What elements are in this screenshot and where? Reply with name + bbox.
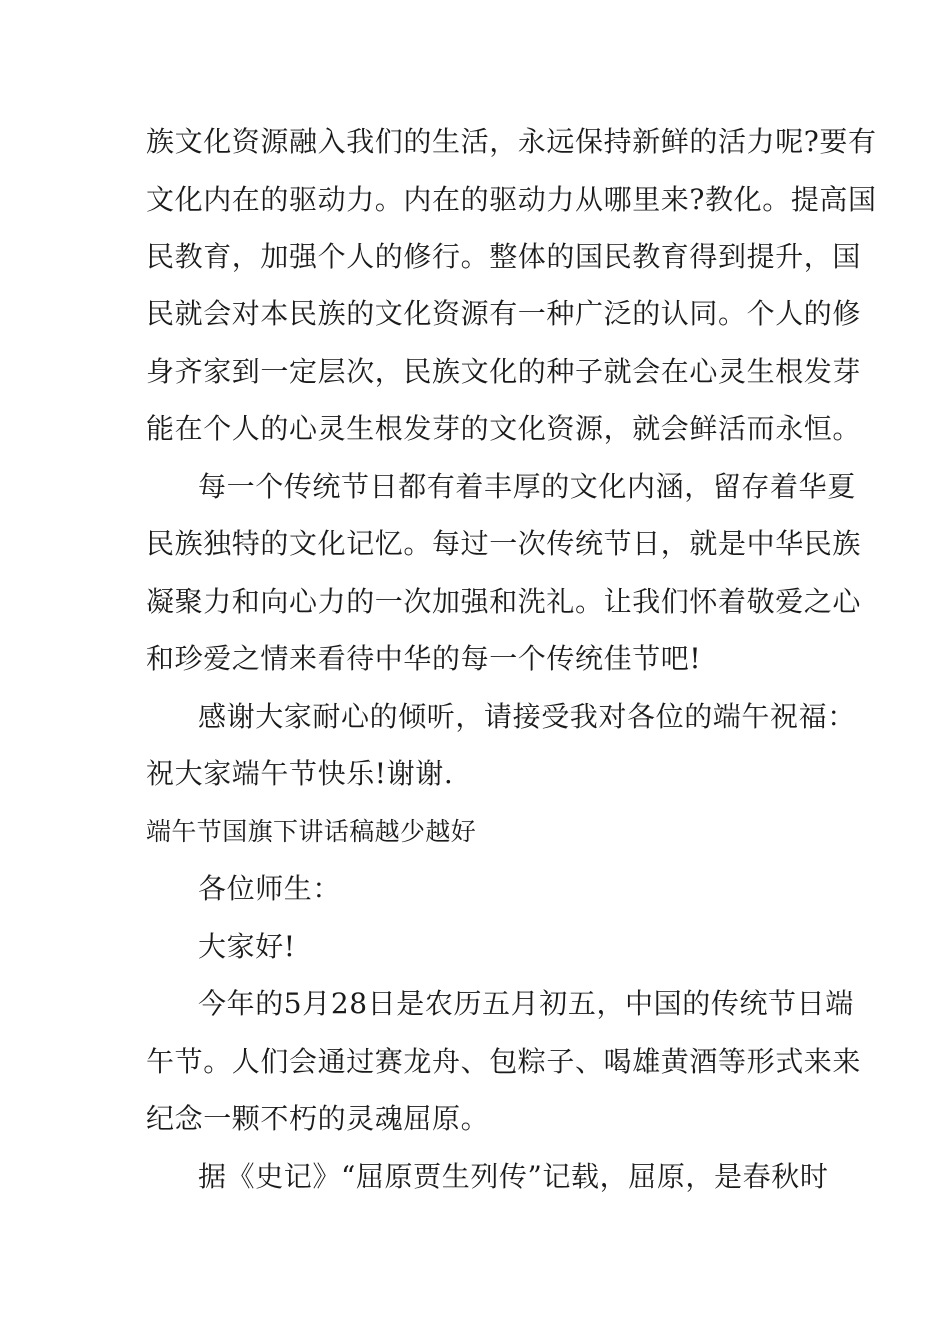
section-title: 端午节国旗下讲话稿越少越好 — [146, 817, 477, 846]
paragraph-line-18: 纪念一颗不朽的灵魂屈原。 — [146, 1102, 490, 1135]
paragraph-line-17: 午节。人们会通过赛龙舟、包粽子、喝雄黄酒等形式来来 — [146, 1045, 862, 1078]
paragraph-line-4: 民就会对本民族的文化资源有一种广泛的认同。个人的修 — [146, 297, 862, 330]
paragraph-line-3: 民教育，加强个人的修行。整体的国民教育得到提升，国 — [146, 240, 862, 273]
paragraph-line-2: 文化内在的驱动力。内在的驱动力从哪里来?教化。提高国 — [146, 183, 877, 216]
paragraph-line-16: 今年的5月28日是农历五月初五，中国的传统节日端 — [198, 987, 854, 1020]
paragraph-line-6: 能在个人的心灵生根发芽的文化资源，就会鲜活而永恒。 — [146, 412, 862, 445]
paragraph-line-9: 凝聚力和向心力的一次加强和洗礼。让我们怀着敬爱之心 — [146, 585, 862, 618]
paragraph-line-12: 祝大家端午节快乐!谢谢. — [146, 757, 454, 790]
paragraph-line-11: 感谢大家耐心的倾听，请接受我对各位的端午祝福： — [198, 700, 856, 733]
paragraph-line-10: 和珍爱之情来看待中华的每一个传统佳节吧! — [146, 642, 702, 675]
greeting-line: 各位师生： — [198, 872, 342, 905]
paragraph-line-5: 身齐家到一定层次，民族文化的种子就会在心灵生根发芽 — [146, 355, 862, 388]
paragraph-line-8: 民族独特的文化记忆。每过一次传统节日，就是中华民族 — [146, 527, 862, 560]
paragraph-line-1: 族文化资源融入我们的生活，永远保持新鲜的活力呢?要有 — [146, 125, 877, 158]
paragraph-line-7: 每一个传统节日都有着丰厚的文化内涵，留存着华夏 — [198, 470, 856, 503]
hello-line: 大家好! — [198, 930, 296, 963]
paragraph-line-19: 据《史记》“屈原贾生列传”记载，屈原，是春秋时 — [198, 1160, 829, 1193]
